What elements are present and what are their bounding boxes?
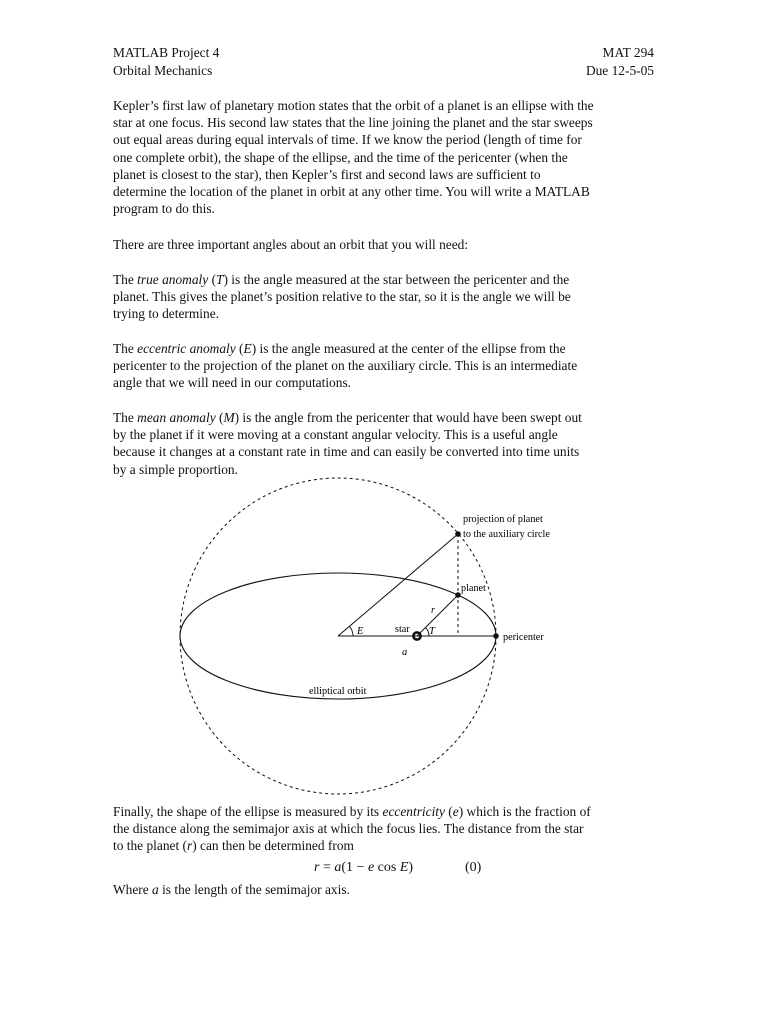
intro-paragraph: Kepler’s first law of planetary motion states that the orbit of a planet is an ellipse with the star at one focus. His second law states that the line joining the planet and the star sweeps out equal areas during equal intervals of time. If we know the period (length of time for one complete orbit), the shape of the ellipse, and the time of the pericenter (when the planet is closest to the star), then Kepler’s first and second laws are sufficient to determine the location of the planet in orbit at any other time. You will write a MATLAB program to do this. — [113, 98, 594, 217]
angles-intro: There are three important angles about an orbit that you will need: — [113, 237, 469, 252]
label-star: star — [395, 624, 410, 635]
eccentricity-paragraph: Finally, the shape of the ellipse is measured by its eccentricity (e) which is the fraction of the distance along the semimajor axis at which the focus lies. The distance from the star to the planet (r) can then be determined from — [113, 804, 591, 854]
label-projection-line1: projection of planet — [463, 514, 543, 525]
label-elliptical-orbit: elliptical orbit — [309, 686, 367, 697]
label-E: E — [357, 626, 364, 637]
eccentric-anomaly-paragraph: The eccentric anomaly (E) is the angle measured at the center of the ellipse from the pericenter to the projection of the planet on the auxiliary circle. This is an intermediate angle that we will need in our computations. — [113, 341, 578, 391]
equation-number: (0) — [465, 860, 482, 875]
orbit-diagram — [170, 476, 590, 800]
eccentricity-term: eccentricity — [382, 804, 445, 819]
label-r: r — [431, 605, 435, 616]
label-planet: planet — [461, 583, 486, 594]
projection-point — [455, 531, 461, 537]
label-a: a — [402, 647, 408, 658]
course-code: MAT 294 — [602, 45, 654, 60]
project-subtitle: Orbital Mechanics — [113, 63, 213, 78]
true-anomaly-term: true anomaly — [137, 272, 209, 287]
mean-anomaly-paragraph: The mean anomaly (M) is the angle from the pericenter that would have been swept out by the planet if it were moving at a constant angular velocity. This is a useful angle because it changes at a constant rate in time and can easily be converted into time units by a simple proportion. — [113, 410, 582, 477]
distance-equation: r = a(1 − e cos E) — [314, 860, 414, 875]
center-to-projection-line — [338, 534, 458, 636]
closing-line: Where a is the length of the semimajor axis. — [113, 882, 350, 897]
eccentric-anomaly-term: eccentric anomaly — [137, 341, 236, 356]
true-anomaly-paragraph: The true anomaly (T) is the angle measured at the star between the pericenter and the planet. This gives the planet’s position relative to the star, so it is the angle we will be trying to determine. — [113, 272, 571, 322]
pericenter-point — [493, 633, 499, 639]
project-title: MATLAB Project 4 — [113, 45, 220, 60]
label-projection-line2: to the auxiliary circle — [463, 529, 550, 540]
mean-anomaly-term: mean anomaly — [137, 410, 216, 425]
planet-point — [455, 592, 461, 598]
label-pericenter: pericenter — [503, 632, 544, 643]
header-row-1 — [113, 44, 654, 61]
label-T: T — [429, 626, 435, 637]
due-date: Due 12-5-05 — [585, 63, 654, 78]
star-to-planet-line — [417, 595, 458, 636]
header-row-2 — [113, 62, 654, 79]
angle-E-arc — [349, 626, 353, 636]
